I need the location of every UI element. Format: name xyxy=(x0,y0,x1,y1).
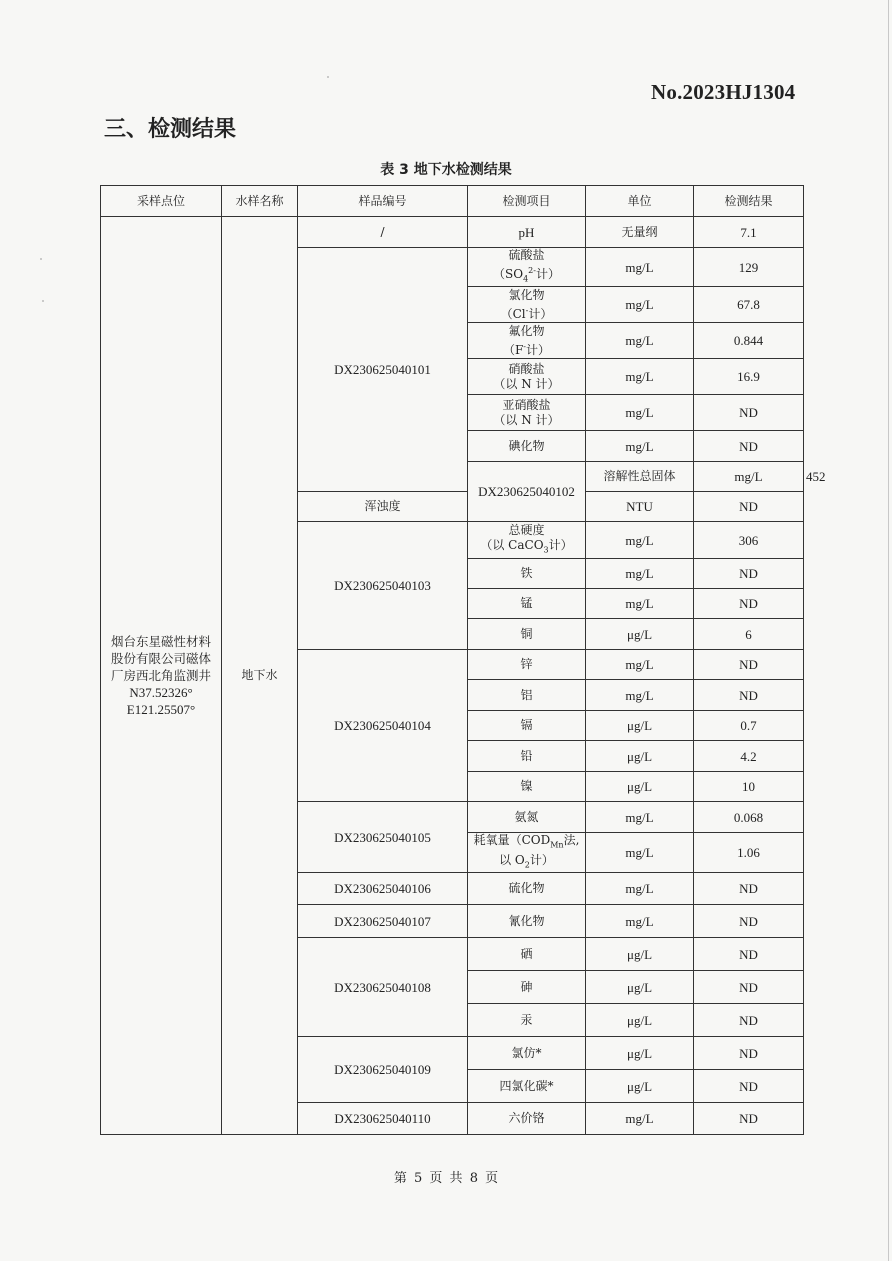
result-cell: ND xyxy=(694,559,804,589)
item-cell: 砷 xyxy=(468,971,586,1004)
table-header-row xyxy=(101,186,804,217)
result-cell: ND xyxy=(694,650,804,680)
result-cell: ND xyxy=(694,905,804,938)
item-subscript: 3 xyxy=(543,545,549,555)
header-unit: 单位 xyxy=(586,186,694,217)
item-text: 计） xyxy=(548,538,573,553)
item-text: （F xyxy=(502,342,524,357)
site-line: 烟台东星磁性材料 xyxy=(110,634,211,650)
unit-cell: mg/L xyxy=(586,559,694,589)
item-cell: 硒 xyxy=(468,938,586,971)
result-cell: ND xyxy=(694,680,804,711)
sample-id-cell: / xyxy=(298,217,468,248)
scan-speck xyxy=(40,258,42,260)
result-cell: 306 xyxy=(694,522,804,559)
result-cell: ND xyxy=(694,971,804,1004)
item-text: （Cl xyxy=(500,306,526,321)
site-longitude: E121.25507° xyxy=(126,702,196,718)
unit-cell: μg/L xyxy=(586,1004,694,1037)
result-cell: 0.068 xyxy=(694,802,804,833)
sample-id-cell: DX230625040102 xyxy=(468,462,586,522)
item-cell: 碘化物 xyxy=(468,431,586,462)
sample-id-cell: DX230625040110 xyxy=(298,1103,468,1135)
unit-cell: mg/L xyxy=(586,833,694,873)
item-cell: 氰化物 xyxy=(468,905,586,938)
unit-cell: 无量纲 xyxy=(586,217,694,248)
item-superscript: - xyxy=(523,341,526,351)
item-line: 氟化物 xyxy=(508,323,545,338)
unit-cell: μg/L xyxy=(586,938,694,971)
item-cell: 镍 xyxy=(468,772,586,802)
item-cell: pH xyxy=(468,217,586,248)
result-cell: 16.9 xyxy=(694,359,804,395)
item-cell: 溶解性总固体 xyxy=(586,462,694,492)
item-superscript: 2- xyxy=(528,266,536,275)
item-cell xyxy=(468,248,586,287)
item-line-2 xyxy=(470,538,583,557)
item-text: 计） xyxy=(528,306,553,321)
item-cell: 铜 xyxy=(468,619,586,650)
item-text: 以 O xyxy=(499,852,525,867)
item-cell xyxy=(468,833,586,873)
result-cell: 1.06 xyxy=(694,833,804,873)
item-cell: 锰 xyxy=(468,589,586,619)
item-cell: 四氯化碳* xyxy=(468,1070,586,1103)
unit-cell: μg/L xyxy=(586,772,694,802)
unit-cell: μg/L xyxy=(586,619,694,650)
header-site: 采样点位 xyxy=(101,186,222,217)
sample-id-cell: DX230625040104 xyxy=(298,650,468,802)
unit-cell: NTU xyxy=(586,492,694,522)
sample-id-cell: DX230625040107 xyxy=(298,905,468,938)
result-cell: ND xyxy=(694,938,804,971)
unit-cell: mg/L xyxy=(586,522,694,559)
item-cell: 汞 xyxy=(468,1004,586,1037)
item-cell xyxy=(468,522,586,559)
unit-cell: mg/L xyxy=(586,650,694,680)
result-cell: 6 xyxy=(694,619,804,650)
header-item: 检测项目 xyxy=(468,186,586,217)
unit-cell: mg/L xyxy=(694,462,804,492)
result-cell: 0.7 xyxy=(694,711,804,741)
unit-cell: mg/L xyxy=(586,589,694,619)
item-line-2: （以 N 计） xyxy=(493,376,560,391)
result-cell: ND xyxy=(694,1004,804,1037)
table-row xyxy=(101,217,804,248)
table-row: DX230625040102 溶解性总固体 mg/L 452 xyxy=(101,462,804,492)
item-cell: 浑浊度 xyxy=(298,492,468,522)
item-line-2: （以 N 计） xyxy=(493,412,560,427)
unit-cell: mg/L xyxy=(586,802,694,833)
item-line: 总硬度 xyxy=(508,523,545,538)
water-type-cell: 地下水 xyxy=(222,217,298,1135)
unit-cell: mg/L xyxy=(586,905,694,938)
header-sample-id: 样品编号 xyxy=(298,186,468,217)
item-text: 计） xyxy=(526,342,551,357)
results-table xyxy=(100,185,826,1135)
unit-cell: μg/L xyxy=(586,741,694,772)
result-cell: ND xyxy=(694,1037,804,1070)
site-cell xyxy=(101,217,222,1135)
item-line-2 xyxy=(470,853,583,872)
item-cell: 铝 xyxy=(468,680,586,711)
unit-cell: μg/L xyxy=(586,711,694,741)
result-cell: 4.2 xyxy=(694,741,804,772)
item-text: 法, xyxy=(563,833,580,848)
result-cell: 0.844 xyxy=(694,323,804,359)
result-cell: ND xyxy=(694,1070,804,1103)
page-number: 第 5 页 共 8 页 xyxy=(393,1171,499,1186)
result-cell: ND xyxy=(694,431,804,462)
unit-cell: mg/L xyxy=(586,395,694,431)
item-cell: 铅 xyxy=(468,741,586,772)
result-cell: 67.8 xyxy=(694,287,804,323)
item-cell: 锌 xyxy=(468,650,586,680)
item-cell: 镉 xyxy=(468,711,586,741)
item-subscript: Mn xyxy=(550,840,564,850)
result-cell: 7.1 xyxy=(694,217,804,248)
header-water-name: 水样名称 xyxy=(222,186,298,217)
sample-id-cell: DX230625040103 xyxy=(298,522,468,650)
site-line: 股份有限公司磁体 xyxy=(110,651,211,667)
result-cell: 129 xyxy=(694,248,804,287)
result-cell: ND xyxy=(694,395,804,431)
scan-speck xyxy=(327,76,329,78)
section-title: 三、检测结果 xyxy=(104,117,237,142)
item-cell xyxy=(468,395,586,431)
sample-id-cell: DX230625040105 xyxy=(298,802,468,873)
result-cell: ND xyxy=(694,589,804,619)
item-cell: 铁 xyxy=(468,559,586,589)
item-line xyxy=(470,833,583,852)
unit-cell: mg/L xyxy=(586,431,694,462)
result-cell: ND xyxy=(694,1103,804,1135)
item-line-2 xyxy=(470,303,583,322)
item-line-2 xyxy=(470,339,583,358)
item-text: 计） xyxy=(535,267,560,281)
item-line-2 xyxy=(470,263,583,286)
sample-id-cell: DX230625040106 xyxy=(298,873,468,905)
table-caption: 表 3 地下水检测结果 xyxy=(380,162,512,178)
sample-id-cell: DX230625040108 xyxy=(298,938,468,1037)
item-line: 亚硝酸盐 xyxy=(502,397,551,412)
item-text: （以 CaCO xyxy=(480,538,544,553)
sample-id-cell: DX230625040109 xyxy=(298,1037,468,1103)
unit-cell: μg/L xyxy=(586,1037,694,1070)
unit-cell: μg/L xyxy=(586,971,694,1004)
item-subscript: 4 xyxy=(523,274,529,284)
unit-cell: mg/L xyxy=(586,323,694,359)
unit-cell: mg/L xyxy=(586,873,694,905)
item-cell: 六价铬 xyxy=(468,1103,586,1135)
scan-speck xyxy=(42,300,44,302)
item-text: 计） xyxy=(529,852,554,867)
report-number: No.2023HJ1304 xyxy=(651,80,796,104)
item-cell xyxy=(468,287,586,323)
item-superscript: - xyxy=(525,305,529,315)
item-cell: 硫化物 xyxy=(468,873,586,905)
unit-cell: mg/L xyxy=(586,248,694,287)
item-subscript: 2 xyxy=(524,860,530,870)
item-line: 硝酸盐 xyxy=(508,361,545,376)
unit-cell: mg/L xyxy=(586,287,694,323)
item-cell xyxy=(468,323,586,359)
header-result: 检测结果 xyxy=(694,186,804,217)
page-edge-line xyxy=(888,0,889,1261)
result-cell: ND xyxy=(694,492,804,522)
item-line: 氯化物 xyxy=(508,287,545,302)
unit-cell: mg/L xyxy=(586,680,694,711)
unit-cell: mg/L xyxy=(586,359,694,395)
unit-cell: μg/L xyxy=(586,1070,694,1103)
result-cell: 10 xyxy=(694,772,804,802)
result-cell: ND xyxy=(694,873,804,905)
item-line: 硫酸盐 xyxy=(508,248,545,262)
item-text: （SO xyxy=(493,267,524,281)
unit-cell: mg/L xyxy=(586,1103,694,1135)
site-latitude: N37.52326° xyxy=(129,685,193,701)
item-cell: 氯仿* xyxy=(468,1037,586,1070)
item-text: 耗氧量（COD xyxy=(473,833,551,848)
item-cell: 氨氮 xyxy=(468,802,586,833)
sample-id-cell: DX230625040101 xyxy=(298,248,468,492)
site-line: 厂房西北角监测井 xyxy=(110,668,211,684)
item-cell xyxy=(468,359,586,395)
